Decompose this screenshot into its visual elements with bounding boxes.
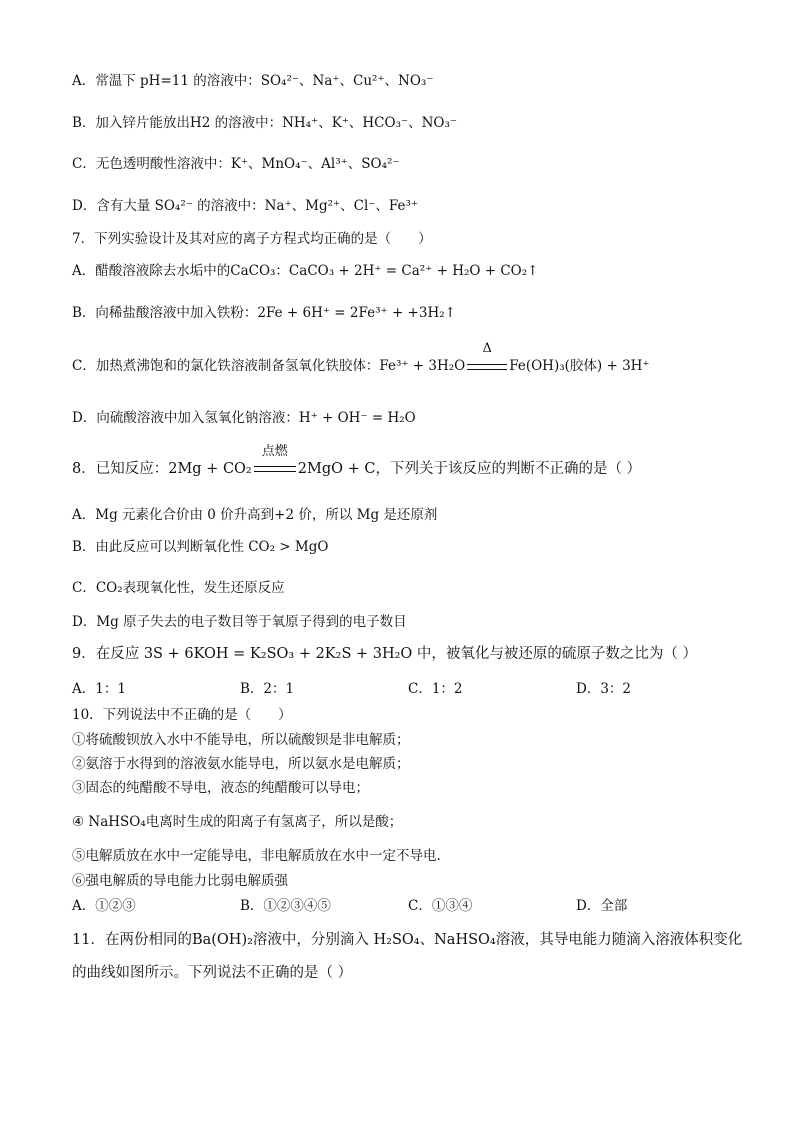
reaction-arrow-ignite: [254, 444, 296, 479]
heat-condition: Δ: [482, 341, 492, 356]
q10-option-c: C．①③④: [408, 898, 473, 914]
q11-stem-line1: 11．在两份相同的Ba(OH)₂溶液中，分别滴入 H₂SO₄、NaHSO₄溶液，其导电能力随滴入溶液体积变化: [72, 932, 743, 948]
q7-option-d: D．向硫酸溶液中加入氢氧化钠溶液：H⁺ + OH⁻ = H₂O: [72, 410, 416, 426]
q10-options: [72, 896, 732, 916]
q9-options: [72, 679, 732, 699]
q8-option-b: B．由此反应可以判断氧化性 CO₂ > MgO: [72, 539, 329, 555]
q10-statement-2: ②氨溶于水得到的溶液氨水能导电，所以氨水是电解质；: [72, 756, 410, 772]
q8-option-d: D．Mg 原子失去的电子数目等于氧原子得到的电子数目: [72, 614, 407, 630]
q6-option-a: A．常温下 pH=11 的溶液中：SO₄²⁻、Na⁺、Cu²⁺、NO₃⁻: [72, 73, 434, 89]
q7-option-a: A．醋酸溶液除去水垢中的CaCO₃：CaCO₃ + 2H⁺ = Ca²⁺ + H₂O + CO₂↑: [72, 263, 539, 279]
q10-option-b: B．①②③④⑤: [240, 898, 331, 914]
q7-c-left: C．加热煮沸饱和的氯化铁溶液制备氢氧化铁胶体：Fe³⁺ + 3H₂O: [72, 358, 466, 374]
q11-stem-line2: 的曲线如图所示。下列说法不正确的是（ ）: [72, 965, 353, 981]
q6-option-d: D．含有大量 SO₄²⁻ 的溶液中：Na⁺、Mg²⁺、Cl⁻、Fe³⁺: [72, 198, 419, 214]
q10-option-a: A．①②③: [72, 898, 136, 914]
q7-stem: 7．下列实验设计及其对应的离子方程式均正确的是（ ）: [72, 231, 432, 247]
q10-stem: 10．下列说法中不正确的是（ ）: [72, 707, 292, 723]
q9-stem: 9．在反应 3S + 6KOH = K₂SO₃ + 2K₂S + 3H₂O 中，被氧化与被还原的硫原子数之比为（ ）: [72, 646, 698, 662]
q9-option-c: C．1：2: [408, 681, 463, 697]
reaction-arrow-heat: [467, 341, 507, 376]
q9-option-a: A．1：1: [72, 681, 126, 697]
q8-option-c: C．CO₂表现氧化性，发生还原反应: [72, 580, 285, 596]
q9-option-b: B．2：1: [240, 681, 295, 697]
q7-option-b: B．向稀盐酸溶液中加入铁粉：2Fe + 6H⁺ = 2Fe³⁺ + +3H₂↑: [72, 305, 456, 321]
q10-option-d: D．全部: [576, 898, 628, 914]
q6-option-b: B．加入锌片能放出H2 的溶液中：NH₄⁺、K⁺、HCO₃⁻、NO₃⁻: [72, 115, 458, 131]
q10-statement-1: ①将硫酸钡放入水中不能导电，所以硫酸钡是非电解质；: [72, 732, 410, 748]
q8-stem: [72, 444, 642, 479]
q9-option-d: D．3：2: [576, 681, 632, 697]
ignite-condition: 点燃: [261, 444, 288, 459]
q7-c-right: Fe(OH)₃(胶体) + 3H⁺: [509, 358, 650, 374]
q10-statement-3: ③固态的纯醋酸不导电，液态的纯醋酸可以导电；: [72, 780, 369, 796]
q10-statement-5: ⑤电解质放在水中一定能导电，非电解质放在水中一定不导电.: [72, 848, 441, 864]
q10-statement-4: ④ NaHSO₄电离时生成的阳离子有氢离子，所以是酸；: [72, 814, 403, 830]
q10-statement-6: ⑥强电解质的导电能力比弱电解质强: [72, 873, 288, 889]
q6-option-c: C．无色透明酸性溶液中：K⁺、MnO₄⁻、Al³⁺、SO₄²⁻: [72, 156, 400, 172]
q8-stem-right: 2MgO + C，下列关于该反应的判断不正确的是（ ）: [297, 461, 642, 477]
q8-stem-left: 8．已知反应：2Mg + CO₂: [72, 461, 252, 477]
q7-option-c: [72, 341, 650, 376]
q8-option-a: A．Mg 元素化合价由 0 价升高到+2 价，所以 Mg 是还原剂: [72, 507, 438, 523]
